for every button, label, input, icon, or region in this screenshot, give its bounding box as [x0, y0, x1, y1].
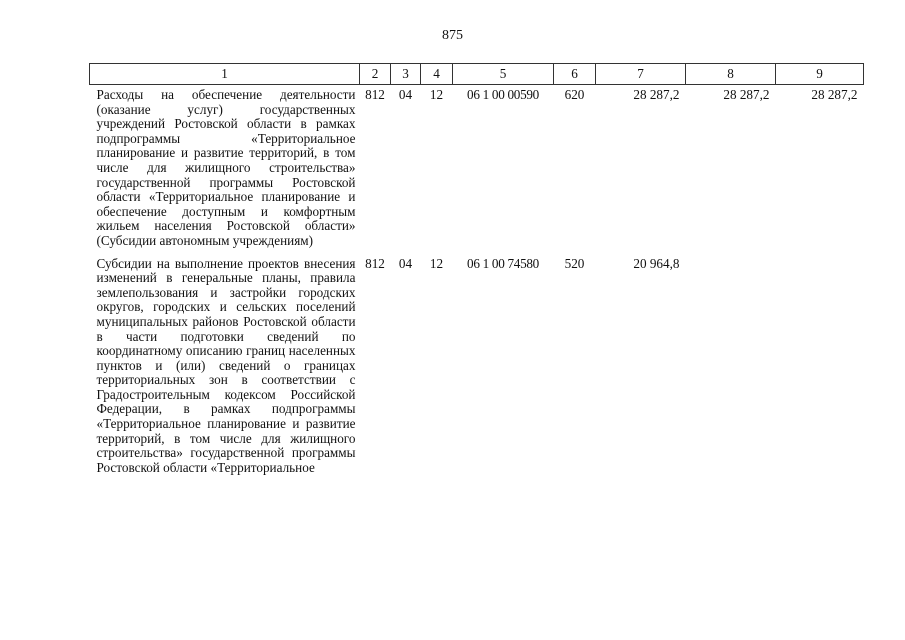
amount-col9: [776, 254, 864, 481]
table-row: [90, 254, 864, 481]
target-article-code: 06 1 00 74580: [467, 255, 539, 271]
expense-type-code: 620: [564, 87, 585, 102]
table-row: [90, 85, 864, 254]
ministry-code: 812: [365, 87, 385, 102]
subsection-code: 12: [429, 255, 444, 271]
subsection-code: 12: [429, 87, 444, 102]
section-code: 04: [398, 255, 413, 271]
header-cell: 5: [453, 64, 554, 85]
amount-col7: 28 287,2: [633, 87, 680, 102]
row-description: Субсидии на выполнение проектов внесения изменений в генеральные планы, правила землепользования и застройки городских округов, городских и сельских поселений муниципальных районов Ростовской области в части подготовки сведений по координатному описанию границ населенных пунктов и (или) сведений о границах территориальных зон в соответствии с Градостроительным кодексом Российской Федерации, в рамках подпрограммы «Территориальное планирование и развитие территорий, в том числе для жилищного строительства» государственной программы Ростовской области «Территориальное: [96, 255, 356, 475]
table-header-row: [90, 64, 864, 85]
section-code: 04: [398, 87, 413, 102]
amount-col8: 28 287,2: [723, 87, 770, 102]
header-cell: 2: [360, 64, 391, 85]
expense-type-code: 520: [564, 255, 585, 271]
row-description: Расходы на обеспечение деятельности (оказание услуг) государственных учреждений Ростовской области в рамках подпрограммы «Территориальное планирование и развитие территорий, в том числе для жилищного строительства» государственной программы Ростовской области «Территориальное планирование и обеспечение доступным и комфортным жильем населения Ростовской области» (Субсидии автономным учреждениям): [96, 87, 356, 248]
ministry-code: 812: [365, 255, 385, 271]
page-number: 875: [442, 28, 463, 43]
amount-col7: 20 964,8: [633, 255, 680, 271]
header-cell: 4: [421, 64, 453, 85]
header-cell: 6: [554, 64, 596, 85]
amount-col8: [686, 254, 776, 481]
budget-table: [89, 63, 864, 480]
header-cell: 7: [596, 64, 686, 85]
header-cell: 9: [776, 64, 864, 85]
header-cell: 8: [686, 64, 776, 85]
header-cell: 3: [391, 64, 421, 85]
amount-col9: 28 287,2: [811, 87, 858, 102]
target-article-code: 06 1 00 00590: [467, 87, 539, 102]
header-cell: 1: [90, 64, 360, 85]
